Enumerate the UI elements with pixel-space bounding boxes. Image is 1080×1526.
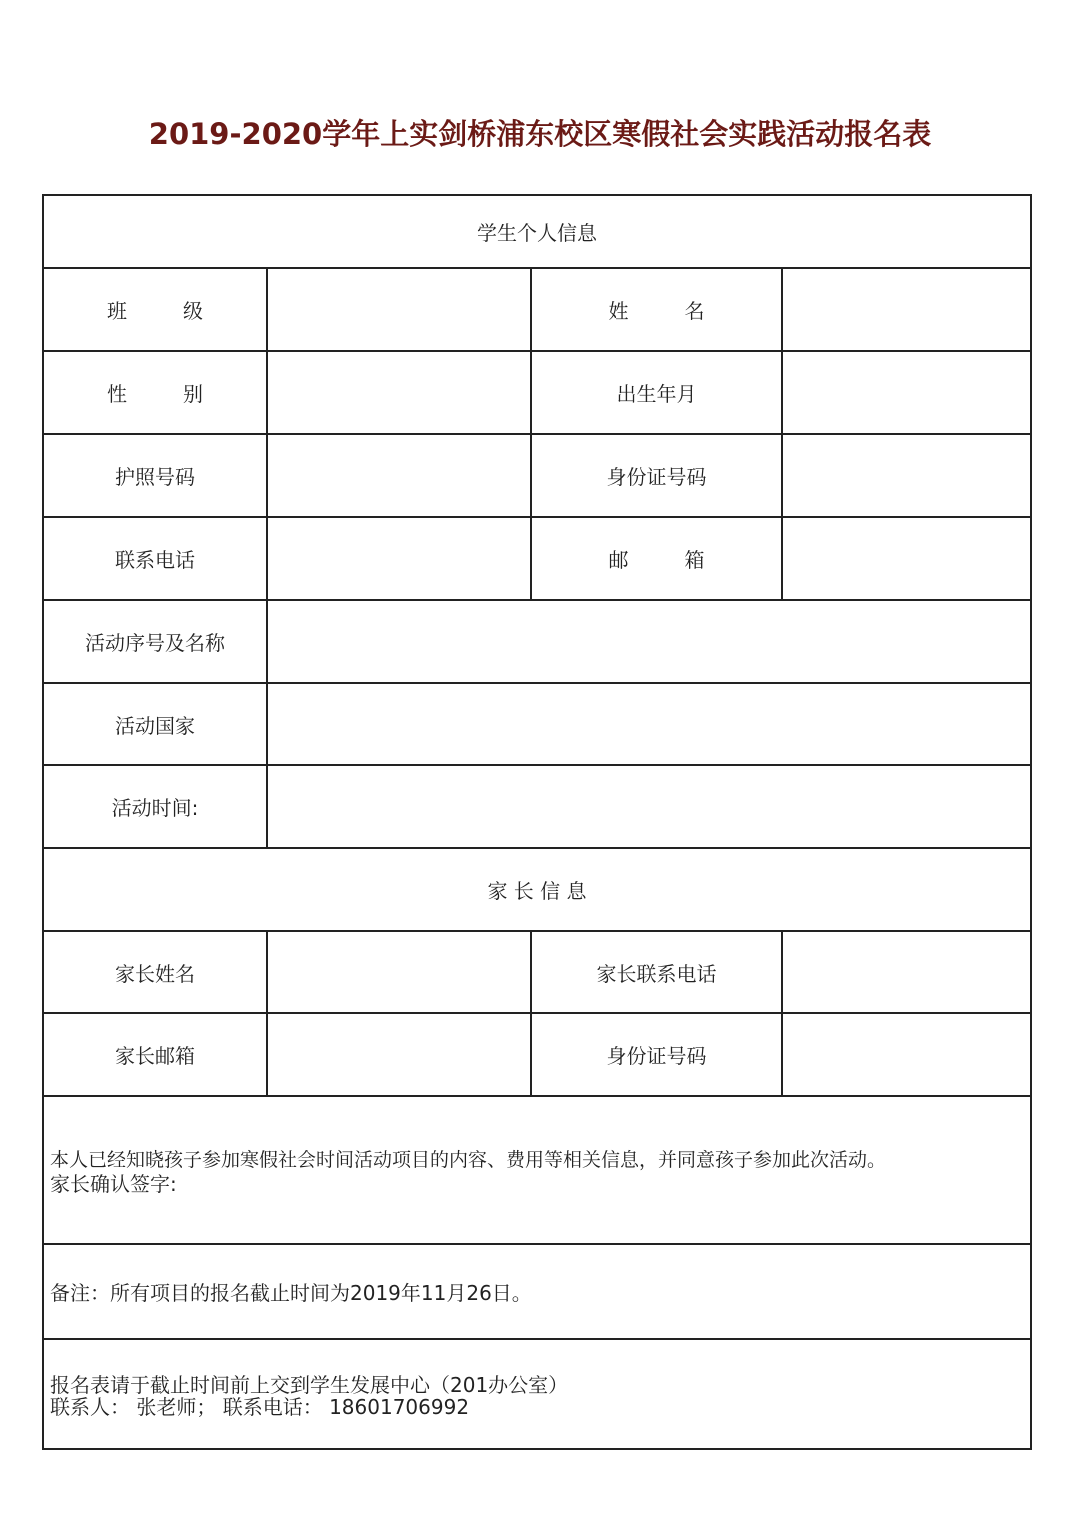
parent-name-label: 家长姓名 [115, 961, 195, 986]
gender-field[interactable] [268, 352, 530, 433]
id-field[interactable] [783, 435, 1030, 516]
gender-label-char: 性 [107, 382, 127, 406]
signature-label: 家长确认签字: [50, 1172, 177, 1196]
class-label [44, 269, 266, 350]
activity-time-field[interactable] [268, 766, 1030, 847]
contact-info: 联系人： 张老师； 联系电话： 18601706992 [50, 1395, 470, 1419]
parent-name-field[interactable] [268, 932, 530, 1012]
id-label: 身份证号码 [606, 465, 707, 489]
email-label-char: 邮 [608, 548, 629, 572]
passport-label: 护照号码 [115, 465, 195, 489]
class-label-char: 级 [183, 299, 203, 323]
gender-label-char: 别 [183, 382, 203, 406]
email-label [532, 518, 781, 599]
email-field[interactable] [783, 518, 1030, 599]
activity-country-field[interactable] [268, 684, 1030, 764]
row-divider [44, 1095, 1030, 1097]
student-info-heading: 学生个人信息 [477, 221, 597, 245]
activity-country-label: 活动国家 [115, 713, 195, 738]
parent-id-label: 身份证号码 [606, 1044, 707, 1068]
class-label-char: 班 [107, 299, 127, 323]
birth-label: 出生年月 [616, 382, 697, 406]
activity-name-label: 活动序号及名称 [85, 631, 225, 655]
activity-time-label: 活动时间: [111, 796, 199, 820]
birth-field[interactable] [783, 352, 1030, 433]
row-divider [44, 1243, 1030, 1245]
class-field[interactable] [268, 269, 530, 350]
consent-text: 本人已经知晓孩子参加寒假社会时间活动项目的内容、费用等相关信息，并同意孩子参加此次活动。 [50, 1149, 887, 1171]
gender-label [44, 352, 266, 433]
name-label [532, 269, 781, 350]
passport-field[interactable] [268, 435, 530, 516]
remark-text: 备注：所有项目的报名截止时间为2019年11月26日。 [50, 1281, 532, 1305]
parent-info-heading: 家 长 信 息 [487, 879, 587, 903]
parent-phone-label: 家长联系电话 [596, 961, 717, 986]
phone-field[interactable] [268, 518, 530, 599]
row-divider [44, 1338, 1030, 1340]
activity-name-field[interactable] [268, 601, 1030, 682]
parent-email-field[interactable] [268, 1014, 530, 1095]
registration-form [42, 194, 1032, 1450]
name-label-char: 名 [684, 299, 705, 323]
submit-instruction: 报名表请于截止时间前上交到学生发展中心（201办公室） [50, 1373, 569, 1397]
parent-phone-field[interactable] [783, 932, 1030, 1012]
phone-label: 联系电话 [115, 548, 195, 572]
name-label-char: 姓 [608, 299, 629, 323]
parent-email-label: 家长邮箱 [115, 1044, 195, 1068]
email-label-char: 箱 [684, 548, 705, 572]
parent-id-field[interactable] [783, 1014, 1030, 1095]
name-field[interactable] [783, 269, 1030, 350]
form-title: 2019-2020学年上实剑桥浦东校区寒假社会实践活动报名表 [148, 117, 932, 151]
